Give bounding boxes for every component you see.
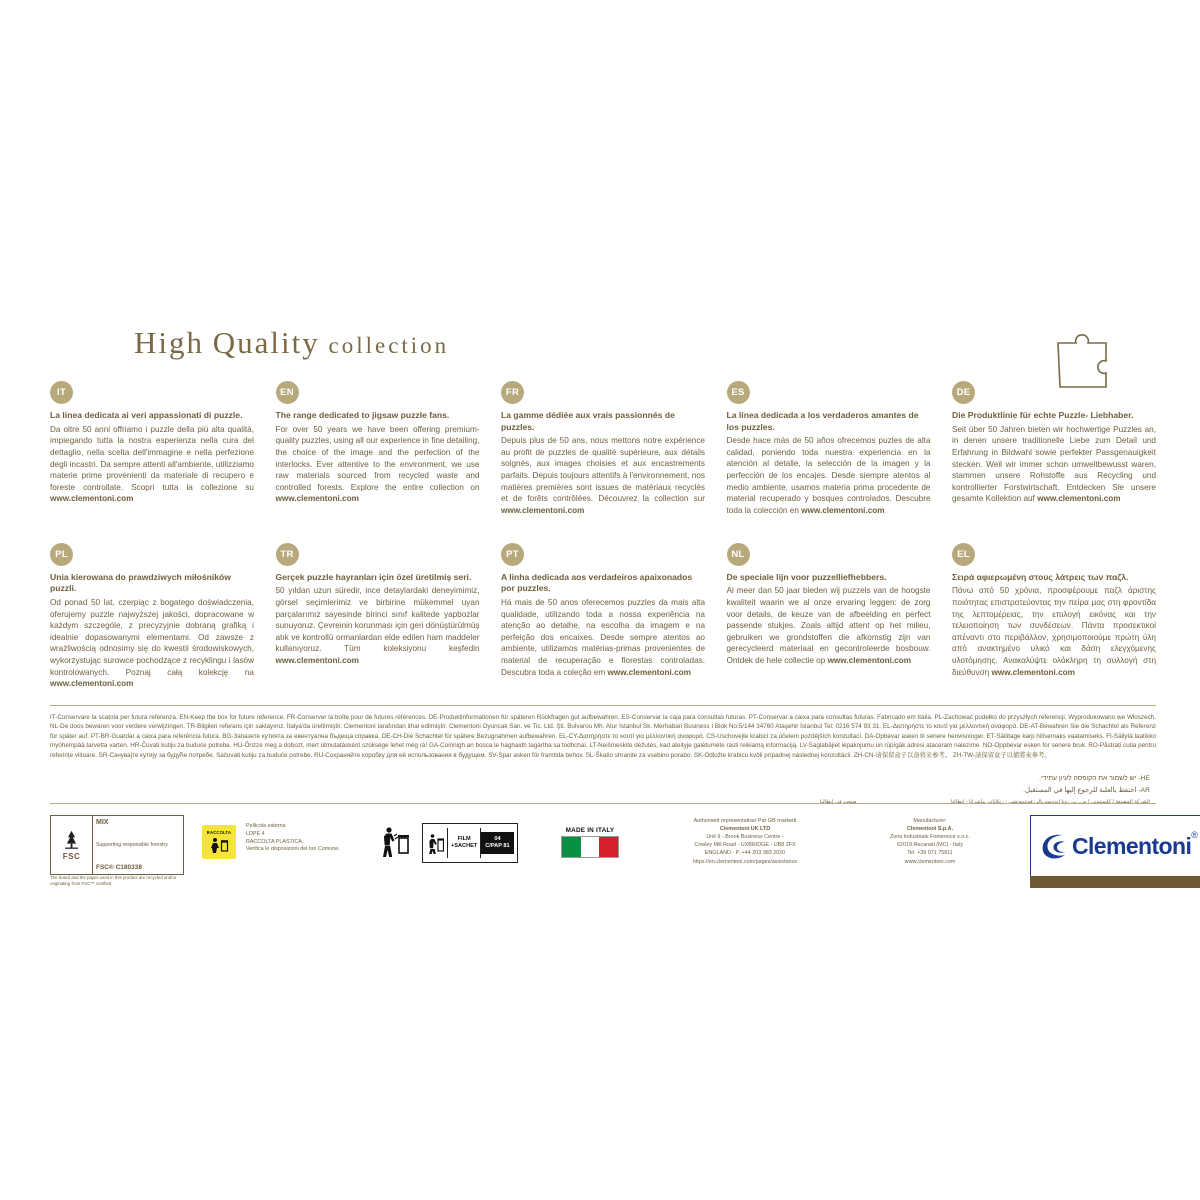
language-badge-de: DE [952,381,975,404]
flag-white-band [581,837,600,857]
language-body-nl [727,585,931,666]
fsc-description: Supporting responsible forestry [96,841,168,848]
made-in-italy-badge [542,827,638,858]
language-body-pl [50,597,254,690]
clementoni-wordmark: Clementoni [1072,832,1192,859]
language-headline-pt: A linha dedicada aos verdadeiros apaixonados por puzzles. [501,571,693,594]
made-in-italy-label: MADE IN ITALY [565,827,615,834]
it-website-url[interactable]: www.clementoni.com [904,858,956,865]
film-sachet-label-bottom: +SACHET [451,843,478,849]
language-headline-pl: Unia kierowana do prawdziwych miłośników puzzli. [50,571,231,594]
fineprint-text: IT-Conservare la scatola per futura referenza. EN-Keep the box for future reference. FR-Conserver la boîte pour de futures références. DE-Produktinformationen für späteren Rückfragen gut aufbewahren. ES-Conservar la caja para consultas futuras. PT-Conservar a caixa para consultas futuras. Fabricado em Itália. PL-Zachować pudełko do przyszłych referencji. Wyprodukowano we Włoszech. NL-De doos bewaren voor verdere verwijzingen. TR-Bilgileri referans için saklayınız. İtalya'da üretilmiştir. Clementoni tarafından ithal edilmiştir. Clementoni Oyuncak San. ve Tic. Ltd. Şti. Bulvarou Mh. Atur İstanbul Sk. Merhaban Business I Blok No:5/144 34760 Ataşehir İstanbul Tel: 0216 574 93 31. EL-Διατηρήστε το κουτί για μελλοντική αναφορά. DE-AT-Bewahren Sie die Schachtel als Referenz für später auf. PT-BR-Guardar a caixa para referência futura. BG-Запазете кутията за евентуална бъдеща справка. DE-CH-Die Schachtel für spätere Bezugnahmen aufbewahren. EL-CY-Διατηρήστε το κουτί για μελλοντική αναφορά. CS-Uschovejte krabici za účelem pozdějších konzultací. DA-Opbevar asken til senere henvisninger. ET-Säilitage karp hilisemaks vaatamiseks. FI-Säilytä laatikko myöhempää tarvetta varten. HR-Čuvati kutiju za buduće potrebe. HU-Őrizze meg a dobozt, mert útmutatásként szüksége lehet még rá! GA-Coinnigh an bosca le haghaidh tagartha sa todhchaí. LT-Neišmeskite dėžutės, kad ateityje galėtumėte rasti reikiamą informaciją. LV-Saglabājiet iepakojumu un rūpīgāk adresi ataceram nalezime. NO-Oppbevar esken for senere bruk. RO-Păstrați cutia pentru referințe viitoare. SR-Сачувајте кутију за будуће потребе. Sačuvati kutiju za buduće potrebe. RU-Сохраняйте коробку для её использования в будущем. SV-Spar asken för framtida behov. SL-Škatlo shranite za vsebino porabo. SK-Odložte krabicu kvôli prípadnej následnej konzultácii. ZH-CN-请保留盒子以备将来参考。 ZH-TW-請保留盒子以備將來參考。 [50,714,1156,759]
language-body-text-tr: 50 yıldan uzun süredir, ince detaylardaki deneyimimiz, görsel seçimlerimiz ve birbirine mükemmel uyan parçalarımız sayesinde birinci sınıf kalitede yapbozlar sunuyoruz. Çevreinin korunması için geri dönüştürülmüş atık ve kontrollü ormanlardan elde edilen ham maddeler kullanıyoruz. Tüm koleksiyonu keşfedin [275,586,480,654]
language-body-text-de: Seit über 50 Jahren bieten wir hochwertige Puzzles an, in denen unsere traditionelle Liebe zum Detail und Erfahrung in Bildwahl sowie perfekter Passgenauigkeit stecken. Weil wir immer schon umweltbewusst waren, stammen unsere Rohstoffe aus Recycling und kontrollierter Forstwirtschaft. Entdecken Sie unsere gesamte Kollektion auf [952,424,1156,504]
language-headline-en: The range dedicated to jigsaw puzzle fans. [275,410,450,420]
fsc-label: FSC [62,851,81,861]
film-sachet-badge [422,823,518,863]
language-body-en [276,424,480,505]
language-block-es [727,381,931,517]
language-body-el [952,585,1156,678]
flag-red-band [599,837,618,857]
recycle-bin-person-icon [209,836,229,854]
language-body-text-fr: Depuis plus de 50 ans, nous mettons notre expérience au profit de puzzles de qualité supérieure, aux détails soignés, aux images choisies et aux encastrements parfaits. Depuis toujours attentifs à l'environnement, nos matières premières sont issues de matériaux recyclés et de forêts contrôlées. Découvrez la collection sur [501,436,705,504]
uk-address-line-3: ENGLAND - P. +44 203 383 2020 [704,850,786,857]
language-url-pt: www.clementoni.com [607,667,691,677]
language-url-it: www.clementoni.com [50,494,134,504]
language-body-text-es: Desde hace más de 50 años ofrecemos puzles de alta calidad, poniendo toda nuestra experiencia en la atención al detalle, la selección de la imagen y la perfección de los encajes. Desde siempre atentos al medio ambiente, usamos materia prima procedente de material recuperado y bosques controlados. Descubre toda la colección en [726,436,931,516]
language-badge-tr: TR [276,543,299,566]
language-body-text-it: Da oltre 50 anni offriamo i puzzle della più alta qualità, impiegando tutta la nostra esperienza nella cura del dettaglio, nella scelta dell'immagine e nella perfezione degli incastri. Da sempre attenti all'ambiente, utilizziamo materie prime provenienti da materiale di recupero e foreste controllate. Scopri tutta la collezione su [50,424,254,492]
language-body-text-el: Πάνω από 50 χρόνια, προσφέρουμε παζλ άριστης ποιότητας επιστρατεύοντας την πείρα μας στη φροντίδα της λεπτομέρειας, την επιλογή εικόνας και την τελειοποίηση των συνδέσεων. Πάντα προσεκτικοί απέναντι στο περιβάλλον, χρησιμοποιούμε πρώτη ύλη από ανακτημένο υλικό και δάση ελεγχόμενης υλοτόμησης. Ανακαλύψτε ολόκληρη τη συλλογή στη διεύθυνση [952,586,1156,677]
uk-address-company: Clementoni UK LTD [719,826,771,833]
language-url-en: www.clementoni.com [275,494,359,504]
fsc-footnote: The board and the paper used in this product are recycled and/or originating from FSC™ certified [50,875,177,886]
plastic-line-3: RACCOLTA PLASTICA. [246,838,304,845]
title-high: High [134,325,204,360]
language-url-pl: www.clementoni.com [50,679,134,689]
language-block-nl [727,543,931,690]
language-blocks [50,381,1156,716]
plastic-line-1: Pellicola esterna [246,823,286,829]
plastic-line-4: Verifica le disposizioni del tuo Comune. [246,846,340,853]
it-address-line-1: Zona Industriale Fontenoce s.n.c. [889,834,970,841]
language-url-es: www.clementoni.com [801,506,885,516]
uk-address-line-1: Unit 9 - Brook Business Centre - [706,834,784,841]
language-block-en [276,381,480,517]
language-headline-fr: La gamme dédiée aux vrais passionnés de puzzles. [501,410,675,432]
divider-bottom [50,803,1156,804]
language-headline-nl: De speciale lijn voor puzzelliefhebbers. [726,571,887,582]
language-body-tr [276,585,480,666]
language-block-pl [50,543,254,690]
film-sachet-code-left: 04 [494,836,501,843]
language-block-pt [501,543,705,690]
language-body-text-pt: Há mais de 50 anos oferecemos puzzles da mais alta qualidade, utilizando toda a nossa experiência na atenção ao detalhe, na escolha da imagem e na perfeição dos encaixes. Desde sempre atentos ao ambiente, utilizamos matérias-primas provenientes de material de recuperação e florestas controladas. Descubra toda a coleção em [501,597,705,677]
certification-strip [50,813,1198,895]
fsc-mark [51,816,93,874]
it-address-line-3: Tel. +39 071 75811 [907,850,953,857]
language-body-fr [501,435,705,516]
language-headline-de: Die Produktlinie für echte Puzzle- Liebhaber. [952,410,1134,420]
language-badge-en: EN [276,381,299,404]
language-badge-es: ES [727,381,750,404]
it-address-title: Manufacturer: [913,818,947,824]
manufacturer-address [850,817,1010,866]
language-headline-tr: Gerçek puzzle hayranları için özel üretilmiş seri. [275,571,472,582]
language-block-el [952,543,1156,690]
rtl-notice-block [820,773,1150,807]
language-url-nl: www.clementoni.com [827,656,911,666]
divider-top [50,705,1156,706]
language-body-it [50,424,254,505]
language-url-de: www.clementoni.com [1037,494,1121,504]
uk-representative-address [650,817,840,866]
language-body-text-pl: Od ponad 50 lat, czerpiąc z bogatego doświadczenia, oferujemy puzzle najwyższej jakości, dopracowane w każdym szczególe, z precyzyjnie dobraną grafiką i idealnie dopasowanymi elementami. Od zawsze z wrażliwością odnosimy się do kwestii środowiskowych, wykorzystując surowce pochodzące z recyklingu i lasów kontrolowanych. Poznaj całą kolekcję na [50,597,254,677]
language-badge-fr: FR [501,381,524,404]
language-body-text-en: For over 50 years we have been offering premium-quality puzzles, using all our experience in fine detailing, the choice of the image and the perfection of the interlocks. Ever attentive to the environment, we use raw materials sourced from recycled waste and controlled forests. Explore the entire collection on [275,424,480,492]
language-badge-it: IT [50,381,73,404]
fsc-logo [50,815,184,875]
plastic-line-2: LDPE 4 [246,830,265,837]
language-url-fr: www.clementoni.com [501,506,585,516]
language-headline-es: La línea dedicada a los verdaderos amantes de los puzzles. [726,410,919,432]
title-collection: collection [328,333,450,358]
clementoni-logo [1030,815,1200,877]
rtl-line-he: HE- יש לשמור את הקופסה לעיון עתידי. [1039,775,1150,782]
language-body-es [727,435,931,516]
fsc-tree-icon [64,830,79,850]
rtl-line-ar: AR- احتفظ بالعلبة للرجوع إليها في المستقبل. [1023,786,1150,794]
clementoni-logo-underline [1030,876,1200,888]
language-badge-pl: PL [50,543,73,566]
do-not-litter-icon [380,825,410,861]
it-address-line-2: 62019 Recanati (MC) - Italy [897,842,963,849]
high-quality-collection-panel [24,305,1198,900]
language-row-2 [50,543,1156,690]
clementoni-trademark: ® [1191,830,1198,840]
language-row-1 [50,381,1156,517]
panel-header [134,325,1134,385]
language-body-de [952,424,1156,505]
language-body-text-nl: Al meer dan 50 jaar bieden wij puzzels van de hoogste kwaliteit waarin we al onze ervaring leggen: de zorg voor details, de keuze van de afbeelding en perfect passende stukjes. Zoals altijd attent op het milieu, gebruiken we grondstoffen die afkomstig zijn van gerecycleerd materiaal en gecontroleerde bosbouw. Ontdek de hele collectie op [726,586,931,666]
language-url-el: www.clementoni.com [991,667,1075,677]
film-sachet-code-right: C/PAP 81 [485,843,510,849]
language-block-tr [276,543,480,690]
flag-green-band [562,837,581,857]
uk-assistance-url[interactable]: https://en.clementoni.com/pages/assistance [692,858,798,865]
uk-address-title: Authorised representative/ Par GB marketti [693,818,797,824]
film-sachet-label-top: FILM [457,836,471,843]
fsc-code: FSC® C180338 [96,864,142,871]
language-badge-nl: NL [727,543,750,566]
uk-address-line-2: Cowley Mill Road - UXBRIDGE - UB8 2FX [694,842,796,849]
language-headline-it: La linea dedicata ai veri appassionati di puzzle. [50,410,243,420]
page-title [134,325,1134,361]
it-address-company: Clementoni S.p.A. [906,826,954,833]
language-headline-el: Σειρά αφιερωμένη στους λάτρεις των παζλ. [952,571,1129,582]
language-block-fr [501,381,705,517]
clementoni-swoosh-icon [1039,831,1069,861]
recycle-badge-label: RACCOLTA [206,830,232,835]
film-sachet-glass-icon [425,832,447,854]
plastic-disposal-note [246,823,366,854]
language-badge-el: EL [952,543,975,566]
language-block-de [952,381,1156,517]
language-body-pt [501,597,705,678]
italian-flag-icon [561,836,619,858]
language-url-tr: www.clementoni.com [275,656,359,666]
fsc-mix-label: MIX [96,819,109,826]
language-badge-pt: PT [501,543,524,566]
title-quality: Quality [212,325,320,360]
language-block-it [50,381,254,517]
recycle-badge [202,825,236,859]
